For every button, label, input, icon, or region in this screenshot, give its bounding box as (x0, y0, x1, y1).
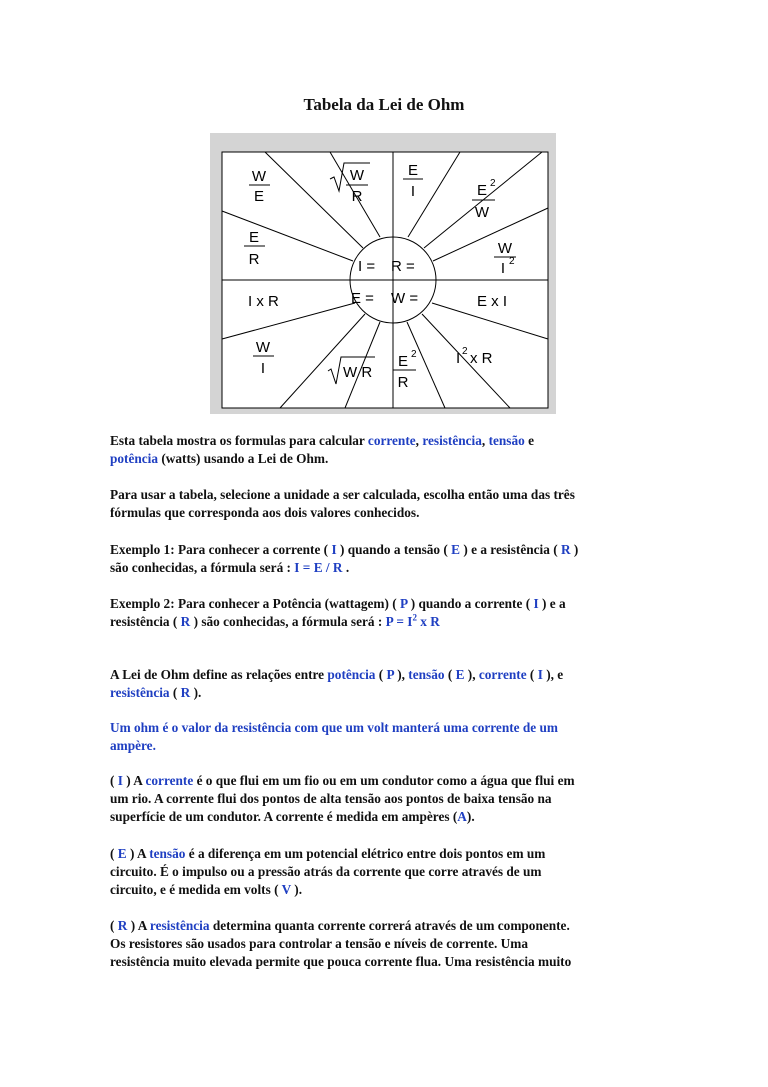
svg-text:R: R (248, 251, 260, 268)
paragraph-example-1: Exemplo 1: Para conhecer a corrente ( I ) quando a tensão ( E ) e a resistência ( R ) são conhecidas, a fórmula será : I = E / R . (110, 542, 579, 575)
formula-e-x-i: E x I (477, 293, 508, 310)
paragraph-intro: Esta tabela mostra os formulas para calcular corrente, resistência, tensão e potência (watts) usando a Lei de Ohm. (110, 433, 534, 466)
svg-text:E =: E = (351, 290, 374, 307)
svg-text:W: W (251, 168, 267, 185)
svg-text:R =: R = (391, 258, 415, 275)
svg-text:2: 2 (509, 256, 515, 267)
svg-text:E: E (407, 162, 419, 179)
svg-text:W R: W R (343, 364, 373, 381)
svg-text:2: 2 (411, 349, 417, 360)
svg-text:E: E (476, 182, 488, 199)
ohms-law-wheel-figure (210, 133, 556, 414)
svg-text:E: E (397, 353, 409, 370)
paragraph-ohm-definition: Um ohm é o valor da resistência com que um volt manterá uma corrente de um ampère. (110, 720, 558, 753)
paragraph-resistance: ( R ) A resistência determina quanta corrente correrá através de um componente. Os resistores são usados para controlar a tensão e níveis de corrente. Uma resistência muito elevada permite que pouca corrente flua. Uma resistência muito (110, 918, 572, 969)
paragraph-voltage: ( E ) A tensão é a diferença em um potencial elétrico entre dois pontos em um circuito. É o impulso ou a pressão atrás da corrente que corre através de um circuito, e é medida em volts ( V ). (110, 846, 546, 897)
svg-text:E: E (248, 229, 260, 246)
paragraph-example-2: Exemplo 2: Para conhecer a Potência (wattagem) ( P ) quando a corrente ( I ) e a resistência ( R ) são conhecidas, a fórmula será : $P = I^2$ x R (110, 596, 566, 629)
svg-text:W =: W = (391, 290, 419, 307)
svg-text:R: R (351, 188, 363, 205)
svg-text:W: W (497, 240, 513, 257)
svg-text:W: W (474, 204, 490, 221)
svg-text:W: W (255, 339, 271, 356)
svg-text:R: R (397, 374, 409, 391)
svg-text:I: I (456, 350, 461, 367)
paragraph-ohms-law-definition: A Lei de Ohm define as relações entre potência ( P ), tensão ( E ), corrente ( I ), e resistência ( R ). (110, 667, 564, 700)
svg-text:x R: x R (470, 350, 493, 367)
svg-text:E: E (253, 188, 265, 205)
paragraph-current: ( I ) A corrente é o que flui em um fio ou em um condutor como a água que flui em um rio. A corrente flui dos pontos de alta tensão aos pontos de baixa tensão na superfície de um condutor. A corrente é medida em ampères (A). (110, 773, 575, 824)
svg-text:I: I (260, 360, 266, 377)
paragraph-usage: Para usar a tabela, selecione a unidade a ser calculada, escolha então uma das três fórmulas que corresponda aos dois valores conhecidos. (110, 487, 575, 520)
svg-text:I: I (500, 260, 506, 277)
formula-i-x-r: I x R (248, 293, 279, 310)
svg-text:W: W (349, 167, 365, 184)
page-title: Tabela da Lei de Ohm (303, 95, 465, 114)
svg-text:2: 2 (490, 178, 496, 189)
ohms-law-wheel (210, 133, 556, 414)
svg-text:I: I (410, 183, 416, 200)
svg-text:I =: I = (358, 258, 376, 275)
svg-text:2: 2 (462, 346, 468, 357)
